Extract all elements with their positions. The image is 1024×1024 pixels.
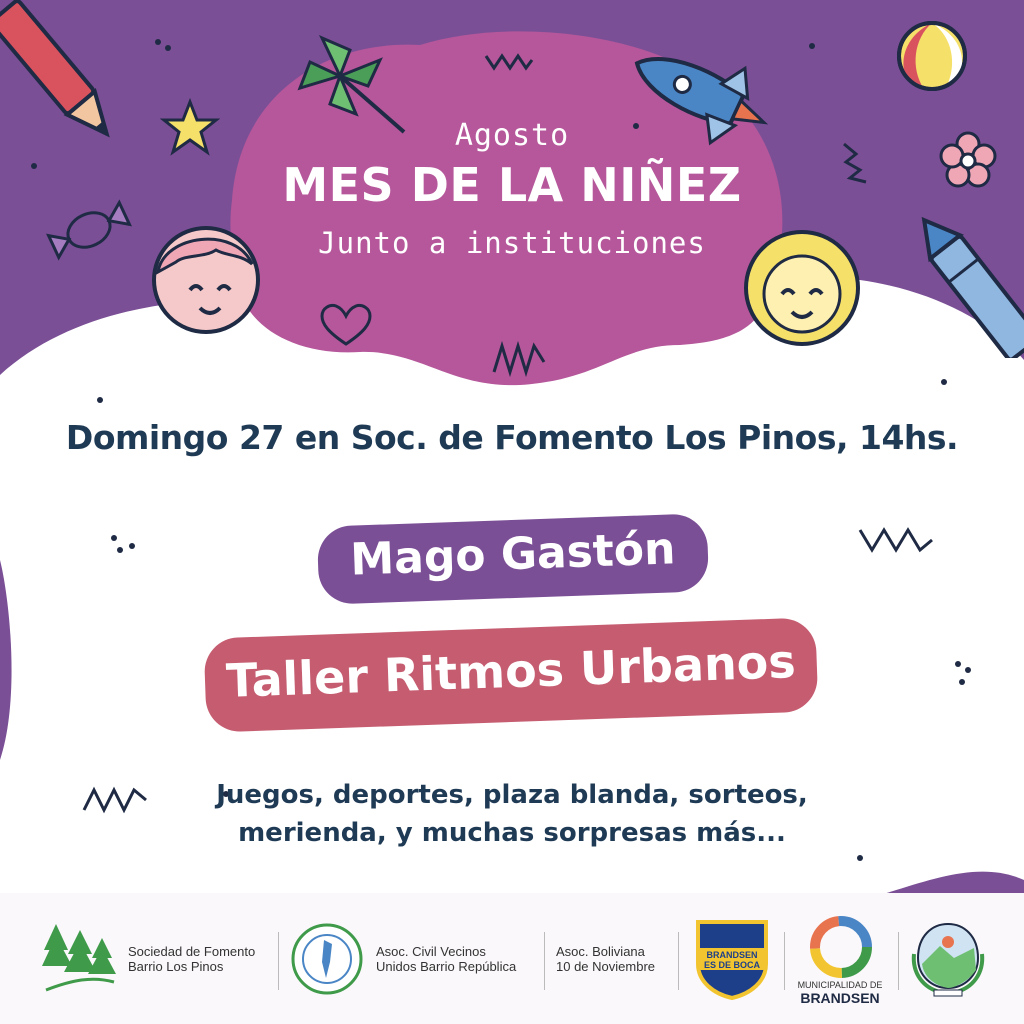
- org-boliviana-line-2: 10 de Noviembre: [556, 959, 655, 974]
- svg-text:ES DE BOCA: ES DE BOCA: [703, 960, 761, 970]
- trees-logo-icon: [42, 920, 116, 996]
- org-los-pinos-line-1: Sociedad de Fomento: [128, 944, 256, 959]
- org-republica-line-1: Asoc. Civil Vecinos: [376, 944, 486, 959]
- footer-divider: [544, 932, 545, 990]
- highlight-mago: Mago Gastón: [317, 513, 709, 605]
- coat-of-arms-icon: [910, 918, 986, 998]
- event-date-place: Domingo 27 en Soc. de Fomento Los Pinos, 14hs.: [65, 418, 959, 457]
- activities-description: [0, 776, 1024, 852]
- org-los-pinos-name: [128, 944, 255, 974]
- footer-divider: [784, 932, 785, 990]
- org-los-pinos-line-2: Barrio Los Pinos: [128, 959, 224, 974]
- shield-logo-icon: [694, 918, 770, 1000]
- seal-logo-icon: [290, 922, 364, 996]
- footer-divider: [678, 932, 679, 990]
- ring-logo-icon: [806, 912, 876, 982]
- footer-divider: [278, 932, 279, 990]
- highlight-taller: Taller Ritmos Urbanos: [204, 617, 819, 732]
- subtitle: Junto a instituciones: [318, 226, 706, 260]
- org-boliviana-line-1: Asoc. Boliviana: [556, 944, 645, 959]
- muni-name-line-2: BRANDSEN: [800, 990, 880, 1006]
- org-republica-line-2: Unidos Barrio República: [376, 959, 517, 974]
- activities-line-1: Juegos, deportes, plaza blanda, sorteos,: [216, 780, 808, 810]
- org-republica-name: [376, 944, 516, 974]
- muni-name-line-1: MUNICIPALIDAD DE: [797, 980, 883, 990]
- page-title: MES DE LA NIÑEZ: [282, 158, 742, 212]
- org-boliviana-name: [556, 944, 655, 974]
- month-label: Agosto: [454, 118, 570, 153]
- footer-divider: [898, 932, 899, 990]
- activities-line-2: merienda, y muchas sorpresas más...: [238, 818, 786, 848]
- svg-text:BRANDSEN: BRANDSEN: [706, 950, 758, 960]
